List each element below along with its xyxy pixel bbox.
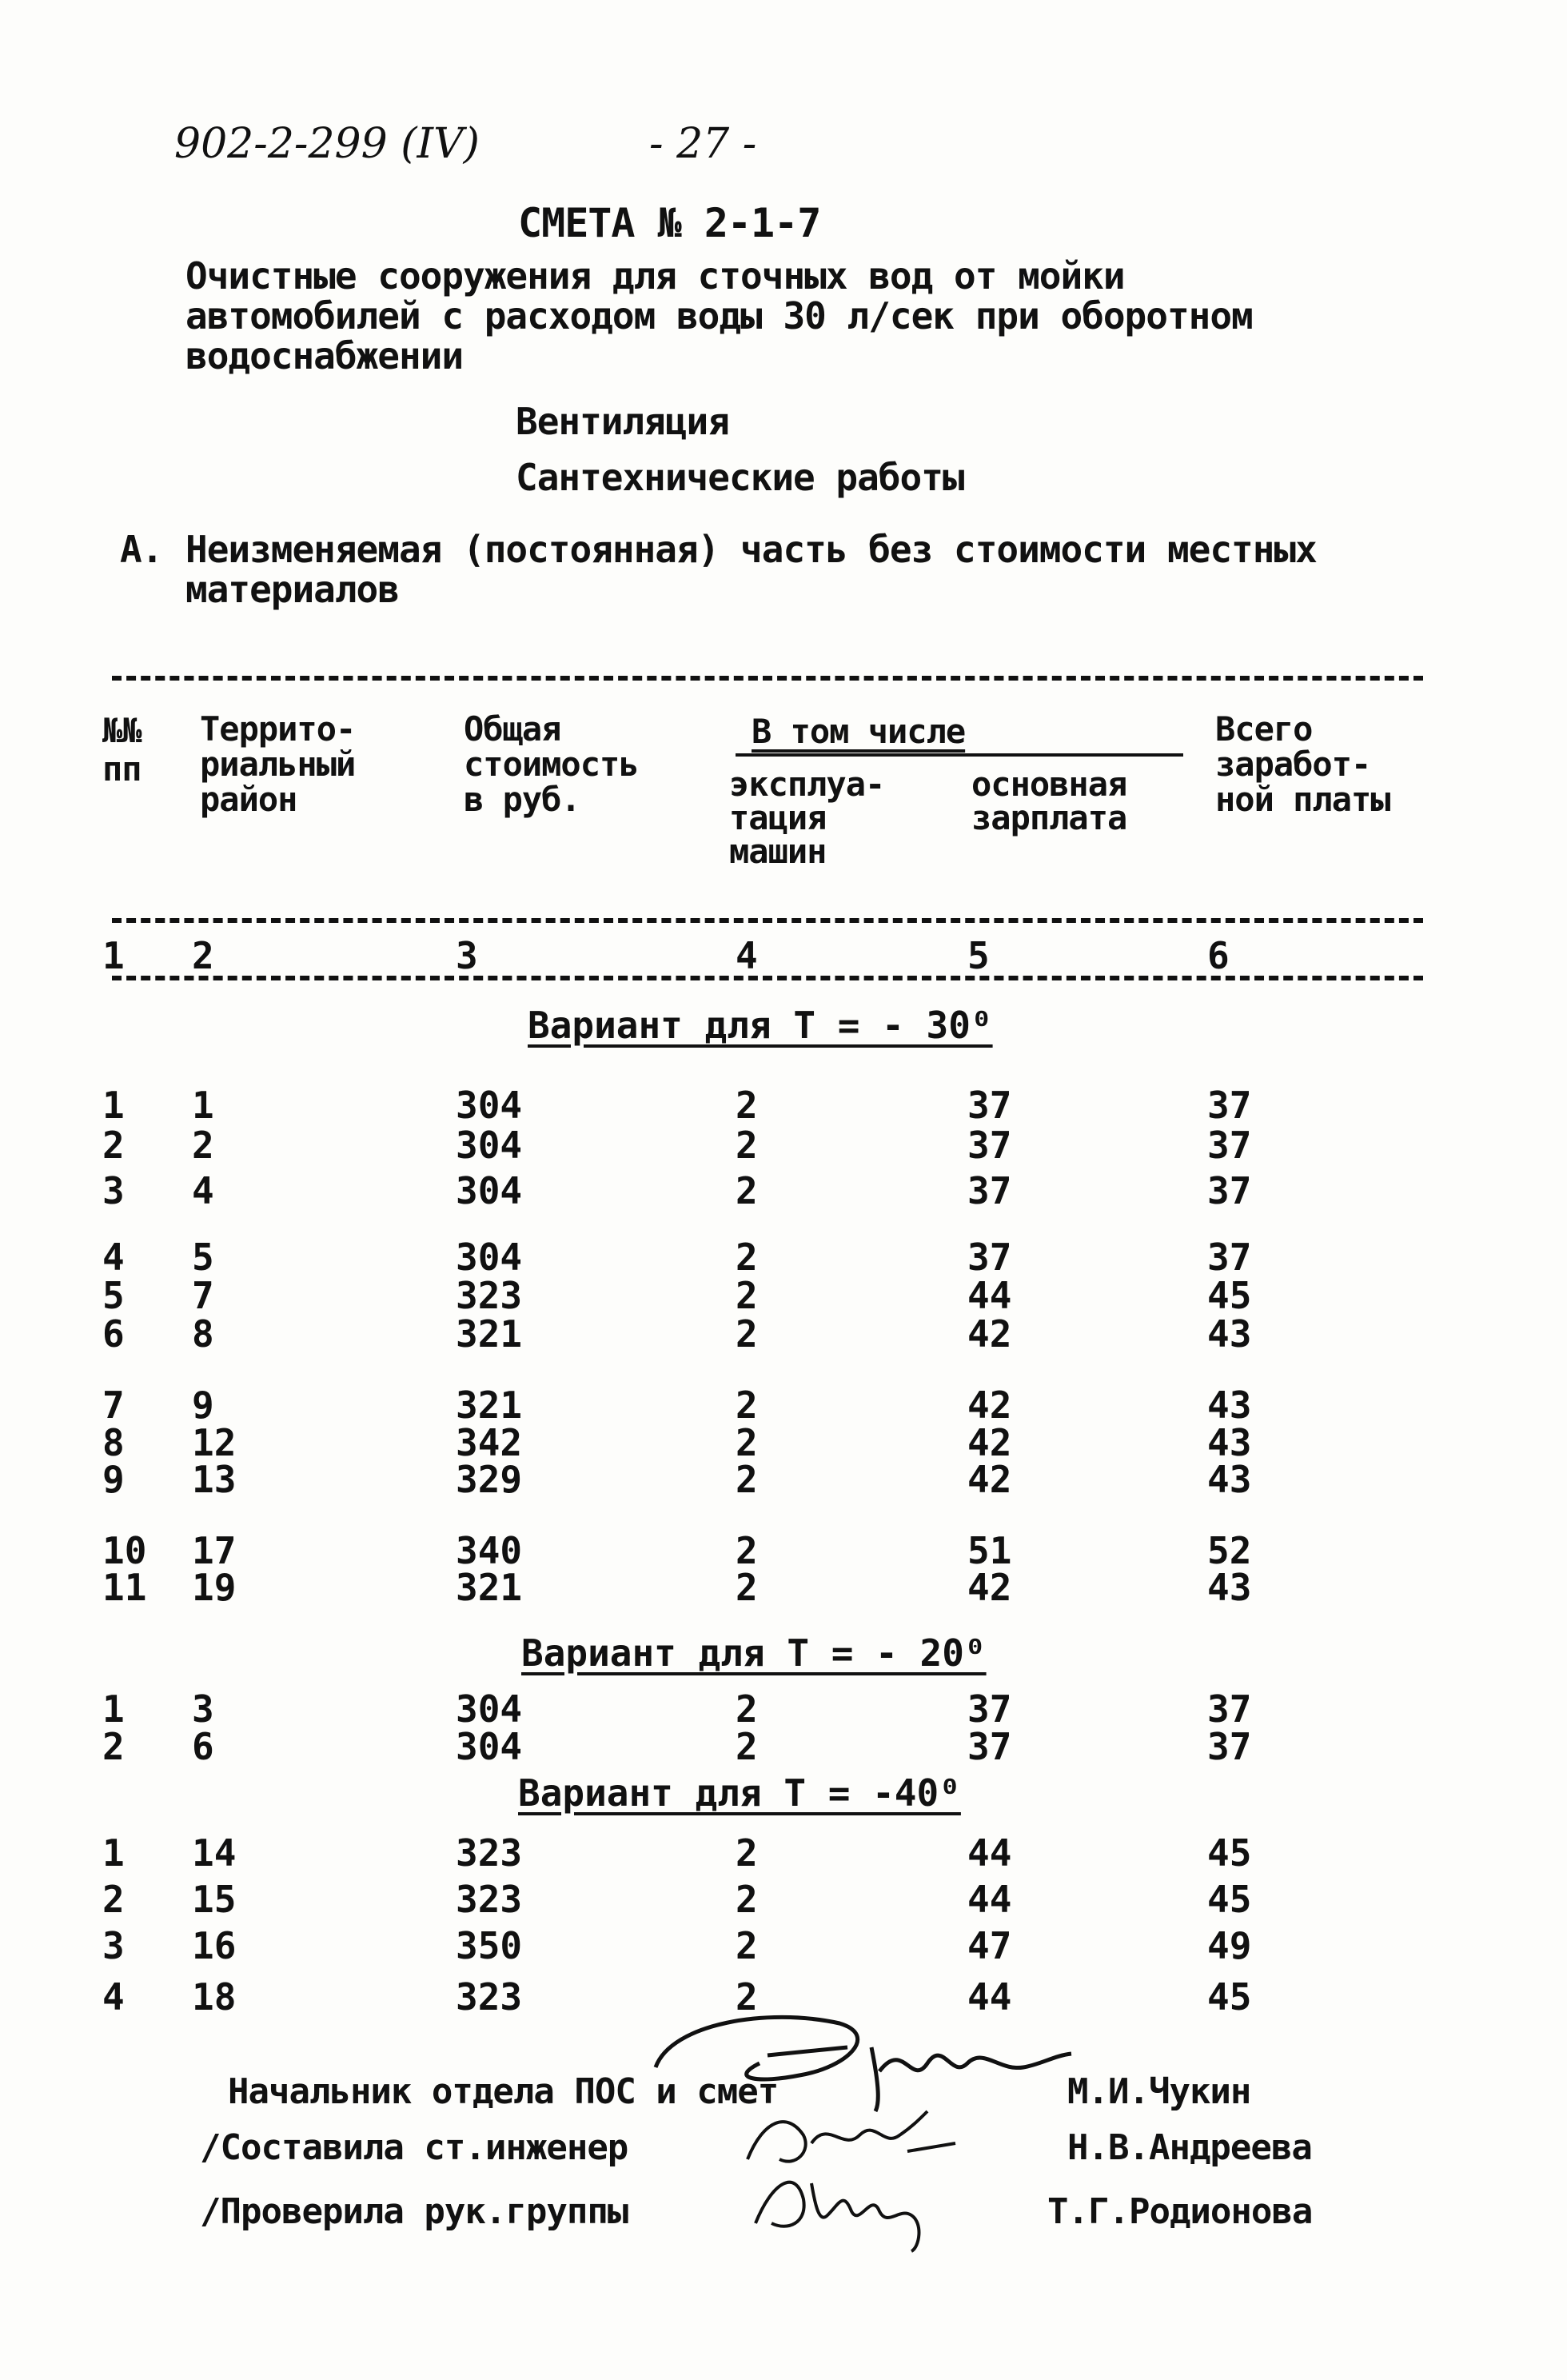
page-number: - 27 - bbox=[649, 120, 757, 168]
footer-name-compiler: Н.В.Андреева bbox=[1067, 2127, 1312, 2168]
table-cell: 10 bbox=[102, 1529, 147, 1572]
table-cell: 6 bbox=[192, 1725, 214, 1768]
table-cell: 42 bbox=[967, 1458, 1012, 1501]
table-cell: 9 bbox=[192, 1384, 214, 1427]
table-cell: 42 bbox=[967, 1421, 1012, 1464]
table-cell: 42 bbox=[967, 1566, 1012, 1609]
table-cell: 304 bbox=[456, 1236, 523, 1279]
table-cell: 304 bbox=[456, 1687, 523, 1731]
table-cell: 5 bbox=[102, 1274, 125, 1317]
table-cell: 43 bbox=[1207, 1421, 1252, 1464]
table-cell: 37 bbox=[967, 1725, 1012, 1768]
table-cell: 37 bbox=[1207, 1687, 1252, 1731]
table-cell: 51 bbox=[967, 1529, 1012, 1572]
subtitle-line-2: автомобилей с расходом воды 30 л/сек при оборотном bbox=[185, 294, 1253, 337]
header-col5: основная зарплата bbox=[971, 765, 1127, 837]
col-number: 1 bbox=[102, 934, 125, 977]
table-cell: 2 bbox=[736, 1687, 758, 1731]
table-cell: 2 bbox=[736, 1924, 758, 1967]
footer-role-compiler: /Составила ст.инженер bbox=[200, 2127, 628, 2168]
part-a-line-2: материалов bbox=[185, 568, 399, 611]
table-cell: 15 bbox=[192, 1878, 237, 1921]
table-cell: 19 bbox=[192, 1566, 237, 1609]
table-cell: 1 bbox=[102, 1687, 125, 1731]
part-a-line-1: Неизменяемая (постоянная) часть без стоимости местных bbox=[185, 528, 1317, 571]
table-cell: 43 bbox=[1207, 1458, 1252, 1501]
table-cell: 304 bbox=[456, 1084, 523, 1127]
table-row bbox=[0, 1312, 1567, 1356]
table-cell: 45 bbox=[1207, 1975, 1252, 2019]
col-number: 5 bbox=[967, 934, 990, 977]
table-row bbox=[0, 1084, 1567, 1127]
table-row bbox=[0, 1421, 1567, 1464]
table-cell: 7 bbox=[192, 1274, 214, 1317]
part-a-label: А. bbox=[120, 528, 163, 571]
footer-name-chief: М.И.Чукин bbox=[1067, 2071, 1251, 2112]
table-cell: 329 bbox=[456, 1458, 523, 1501]
table-cell: 2 bbox=[736, 1831, 758, 1875]
header-col2: Террито- риальный район bbox=[200, 709, 356, 819]
table-row bbox=[0, 1274, 1567, 1317]
column-number-row bbox=[0, 934, 1567, 977]
table-cell: 2 bbox=[736, 1878, 758, 1921]
variant-title-minus20: Вариант для Т = - 20⁰ bbox=[521, 1631, 987, 1675]
table-cell: 42 bbox=[967, 1384, 1012, 1427]
table-row bbox=[0, 1566, 1567, 1609]
table-cell: 304 bbox=[456, 1725, 523, 1768]
table-cell: 52 bbox=[1207, 1529, 1252, 1572]
table-row bbox=[0, 1384, 1567, 1427]
column-number-divider bbox=[112, 976, 1423, 980]
table-cell: 2 bbox=[736, 1421, 758, 1464]
table-cell: 45 bbox=[1207, 1878, 1252, 1921]
table-cell: 37 bbox=[1207, 1169, 1252, 1212]
header-group-including: В том числе bbox=[752, 712, 966, 751]
header-group-rule bbox=[736, 753, 1183, 757]
table-cell: 9 bbox=[102, 1458, 125, 1501]
header-col3: Общая стоимость в руб. bbox=[464, 709, 639, 819]
table-cell: 43 bbox=[1207, 1566, 1252, 1609]
table-cell: 321 bbox=[456, 1312, 523, 1356]
table-cell: 6 bbox=[102, 1312, 125, 1356]
col-number: 4 bbox=[736, 934, 758, 977]
table-cell: 37 bbox=[1207, 1725, 1252, 1768]
table-cell: 321 bbox=[456, 1384, 523, 1427]
table-cell: 2 bbox=[736, 1169, 758, 1212]
table-cell: 2 bbox=[736, 1529, 758, 1572]
table-cell: 17 bbox=[192, 1529, 237, 1572]
variant-title-minus30: Вариант для Т = - 30⁰ bbox=[528, 1004, 993, 1047]
table-cell: 2 bbox=[102, 1124, 125, 1167]
table-cell: 16 bbox=[192, 1924, 237, 1967]
table-cell: 8 bbox=[102, 1421, 125, 1464]
table-cell: 3 bbox=[102, 1169, 125, 1212]
table-row bbox=[0, 1831, 1567, 1875]
table-cell: 304 bbox=[456, 1169, 523, 1212]
table-cell: 2 bbox=[736, 1236, 758, 1279]
footer-role-checker: /Проверила рук.группы bbox=[200, 2191, 628, 2232]
table-cell: 12 bbox=[192, 1421, 237, 1464]
table-cell: 37 bbox=[967, 1084, 1012, 1127]
table-cell: 49 bbox=[1207, 1924, 1252, 1967]
table-cell: 4 bbox=[192, 1169, 214, 1212]
table-row bbox=[0, 1878, 1567, 1921]
table-cell: 37 bbox=[967, 1687, 1012, 1731]
table-cell: 2 bbox=[736, 1084, 758, 1127]
table-cell: 47 bbox=[967, 1924, 1012, 1967]
variant-title-minus40: Вариант для Т = -40⁰ bbox=[518, 1771, 961, 1815]
table-cell: 44 bbox=[967, 1274, 1012, 1317]
table-cell: 1 bbox=[102, 1831, 125, 1875]
table-cell: 323 bbox=[456, 1274, 523, 1317]
table-row bbox=[0, 1124, 1567, 1167]
table-cell: 323 bbox=[456, 1878, 523, 1921]
table-cell: 11 bbox=[102, 1566, 147, 1609]
table-cell: 45 bbox=[1207, 1274, 1252, 1317]
table-cell: 3 bbox=[192, 1687, 214, 1731]
footer-role-chief: Начальник отдела ПОС и смет bbox=[228, 2071, 779, 2112]
table-cell: 304 bbox=[456, 1124, 523, 1167]
table-cell: 350 bbox=[456, 1924, 523, 1967]
table-row bbox=[0, 1924, 1567, 1967]
section-plumbing: Сантехнические работы bbox=[516, 456, 964, 499]
table-cell: 2 bbox=[192, 1124, 214, 1167]
table-row bbox=[0, 1458, 1567, 1501]
table-cell: 44 bbox=[967, 1831, 1012, 1875]
col-number: 3 bbox=[456, 934, 478, 977]
table-top-divider bbox=[112, 676, 1423, 681]
table-cell: 340 bbox=[456, 1529, 523, 1572]
table-cell: 2 bbox=[102, 1725, 125, 1768]
table-cell: 2 bbox=[102, 1878, 125, 1921]
table-cell: 13 bbox=[192, 1458, 237, 1501]
table-row bbox=[0, 1529, 1567, 1572]
header-col6: Всего заработ- ной платы bbox=[1215, 709, 1390, 819]
header-bottom-divider bbox=[112, 918, 1423, 923]
table-cell: 3 bbox=[102, 1924, 125, 1967]
table-cell: 45 bbox=[1207, 1831, 1252, 1875]
table-cell: 4 bbox=[102, 1975, 125, 2019]
table-cell: 37 bbox=[967, 1169, 1012, 1212]
table-cell: 44 bbox=[967, 1878, 1012, 1921]
table-cell: 321 bbox=[456, 1566, 523, 1609]
table-cell: 323 bbox=[456, 1831, 523, 1875]
table-cell: 4 bbox=[102, 1236, 125, 1279]
table-cell: 342 bbox=[456, 1421, 523, 1464]
table-row bbox=[0, 1169, 1567, 1212]
table-cell: 5 bbox=[192, 1236, 214, 1279]
document-title: СМЕТА № 2-1-7 bbox=[518, 200, 821, 246]
table-cell: 14 bbox=[192, 1831, 237, 1875]
header-col4: эксплуа- тация машин bbox=[729, 765, 885, 871]
table-cell: 7 bbox=[102, 1384, 125, 1427]
table-row bbox=[0, 1236, 1567, 1279]
table-cell: 42 bbox=[967, 1312, 1012, 1356]
subtitle-line-1: Очистные сооружения для сточных вод от мойки bbox=[185, 254, 1125, 298]
table-cell: 323 bbox=[456, 1975, 523, 2019]
table-cell: 37 bbox=[967, 1124, 1012, 1167]
document-code: 902-2-299 (IV) bbox=[174, 120, 480, 168]
table-cell: 2 bbox=[736, 1312, 758, 1356]
table-row bbox=[0, 1687, 1567, 1731]
table-cell: 2 bbox=[736, 1384, 758, 1427]
col-number: 2 bbox=[192, 934, 214, 977]
table-cell: 1 bbox=[192, 1084, 214, 1127]
section-ventilation: Вентиляция bbox=[516, 400, 729, 443]
table-cell: 2 bbox=[736, 1725, 758, 1768]
table-cell: 2 bbox=[736, 1274, 758, 1317]
signature-checker bbox=[740, 2159, 947, 2255]
subtitle-line-3: водоснабжении bbox=[185, 334, 464, 377]
table-cell: 2 bbox=[736, 1975, 758, 2019]
table-cell: 44 bbox=[967, 1975, 1012, 2019]
table-cell: 1 bbox=[102, 1084, 125, 1127]
header-col1: №№ пп bbox=[102, 711, 142, 789]
table-cell: 37 bbox=[1207, 1124, 1252, 1167]
table-cell: 18 bbox=[192, 1975, 237, 2019]
footer-name-checker: Т.Г.Родионова bbox=[1047, 2191, 1313, 2232]
table-cell: 43 bbox=[1207, 1312, 1252, 1356]
col-number: 6 bbox=[1207, 934, 1230, 977]
table-cell: 37 bbox=[1207, 1084, 1252, 1127]
table-cell: 43 bbox=[1207, 1384, 1252, 1427]
table-row bbox=[0, 1725, 1567, 1768]
table-cell: 2 bbox=[736, 1566, 758, 1609]
table-cell: 2 bbox=[736, 1458, 758, 1501]
table-cell: 8 bbox=[192, 1312, 214, 1356]
table-cell: 37 bbox=[1207, 1236, 1252, 1279]
table-cell: 2 bbox=[736, 1124, 758, 1167]
table-cell: 37 bbox=[967, 1236, 1012, 1279]
